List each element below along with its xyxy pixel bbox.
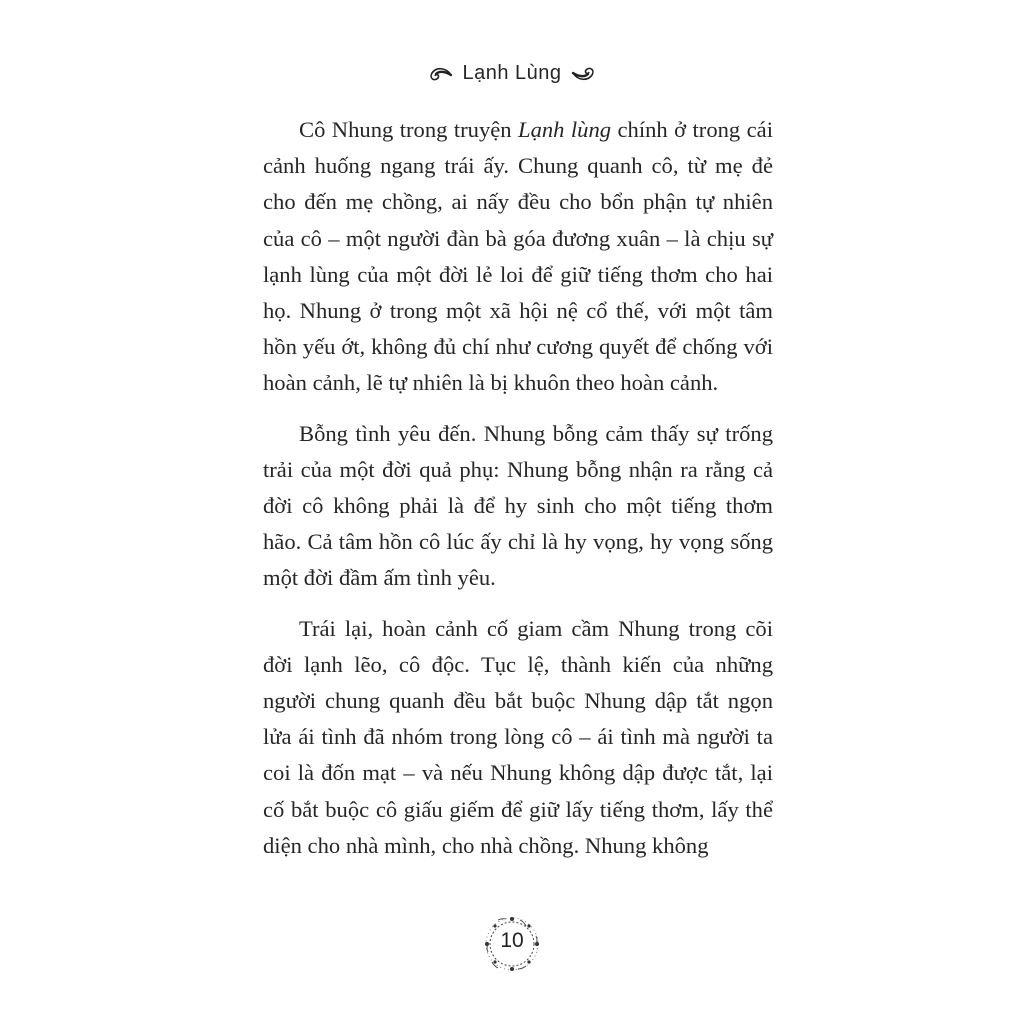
paragraph-text-after: chính ở trong cái cảnh huống ngang trái ấy. Chung quanh cô, từ mẹ đẻ cho đến mẹ chồng, ai nấy đều cho bổn phận tự nhiên của cô – một người đàn bà góa đương xuân – là chịu sự lạnh lùng của một đời lẻ loi để giữ tiếng thơm cho hai họ. Nhung ở trong một xã hội nệ cổ thế, với một tâm hồn yếu ớt, không đủ chí như cương quyết để chống với hoàn cảnh, lẽ tự nhiên là bị khuôn theo hoàn cảnh.	[263, 117, 773, 396]
paragraph: Bỗng tình yêu đến. Nhung bỗng cảm thấy sự trống trải của một đời quả phụ: Nhung bỗng nhận ra rằng cả đời cô không phải là để hy sinh cho một tiếng thơm hão. Cả tâm hồn cô lúc ấy chỉ là hy vọng, hy vọng sống một đời đầm ấm tình yêu.	[263, 420, 773, 591]
body-text	[263, 112, 773, 878]
left-swirl-ornament-icon	[424, 63, 454, 85]
running-header-title: Lạnh Lùng	[462, 62, 562, 85]
page-number-ornament	[482, 914, 542, 974]
page-number: 10	[500, 929, 524, 952]
running-header	[0, 62, 1024, 85]
book-title-italic: Lạnh lùng	[518, 117, 612, 142]
paragraph: Trái lại, hoàn cảnh cố giam cầm Nhung trong cõi đời lạnh lẽo, cô độc. Tục lệ, thành kiến của những người chung quanh đều bắt buộc Nhung dập tắt ngọn lửa ái tình đã nhóm trong lòng cô – ái tình mà người ta coi là đốn mạt – và nếu Nhung không dập được tắt, lại cố bắt buộc cô giấu giếm để giữ lấy tiếng thơm, lấy thể diện cho nhà mình, cho nhà chồng. Nhung không	[263, 615, 773, 858]
paragraph-text-before: Cô Nhung trong truyện	[299, 117, 519, 142]
right-swirl-ornament-icon	[570, 63, 600, 85]
paragraph	[263, 112, 773, 402]
